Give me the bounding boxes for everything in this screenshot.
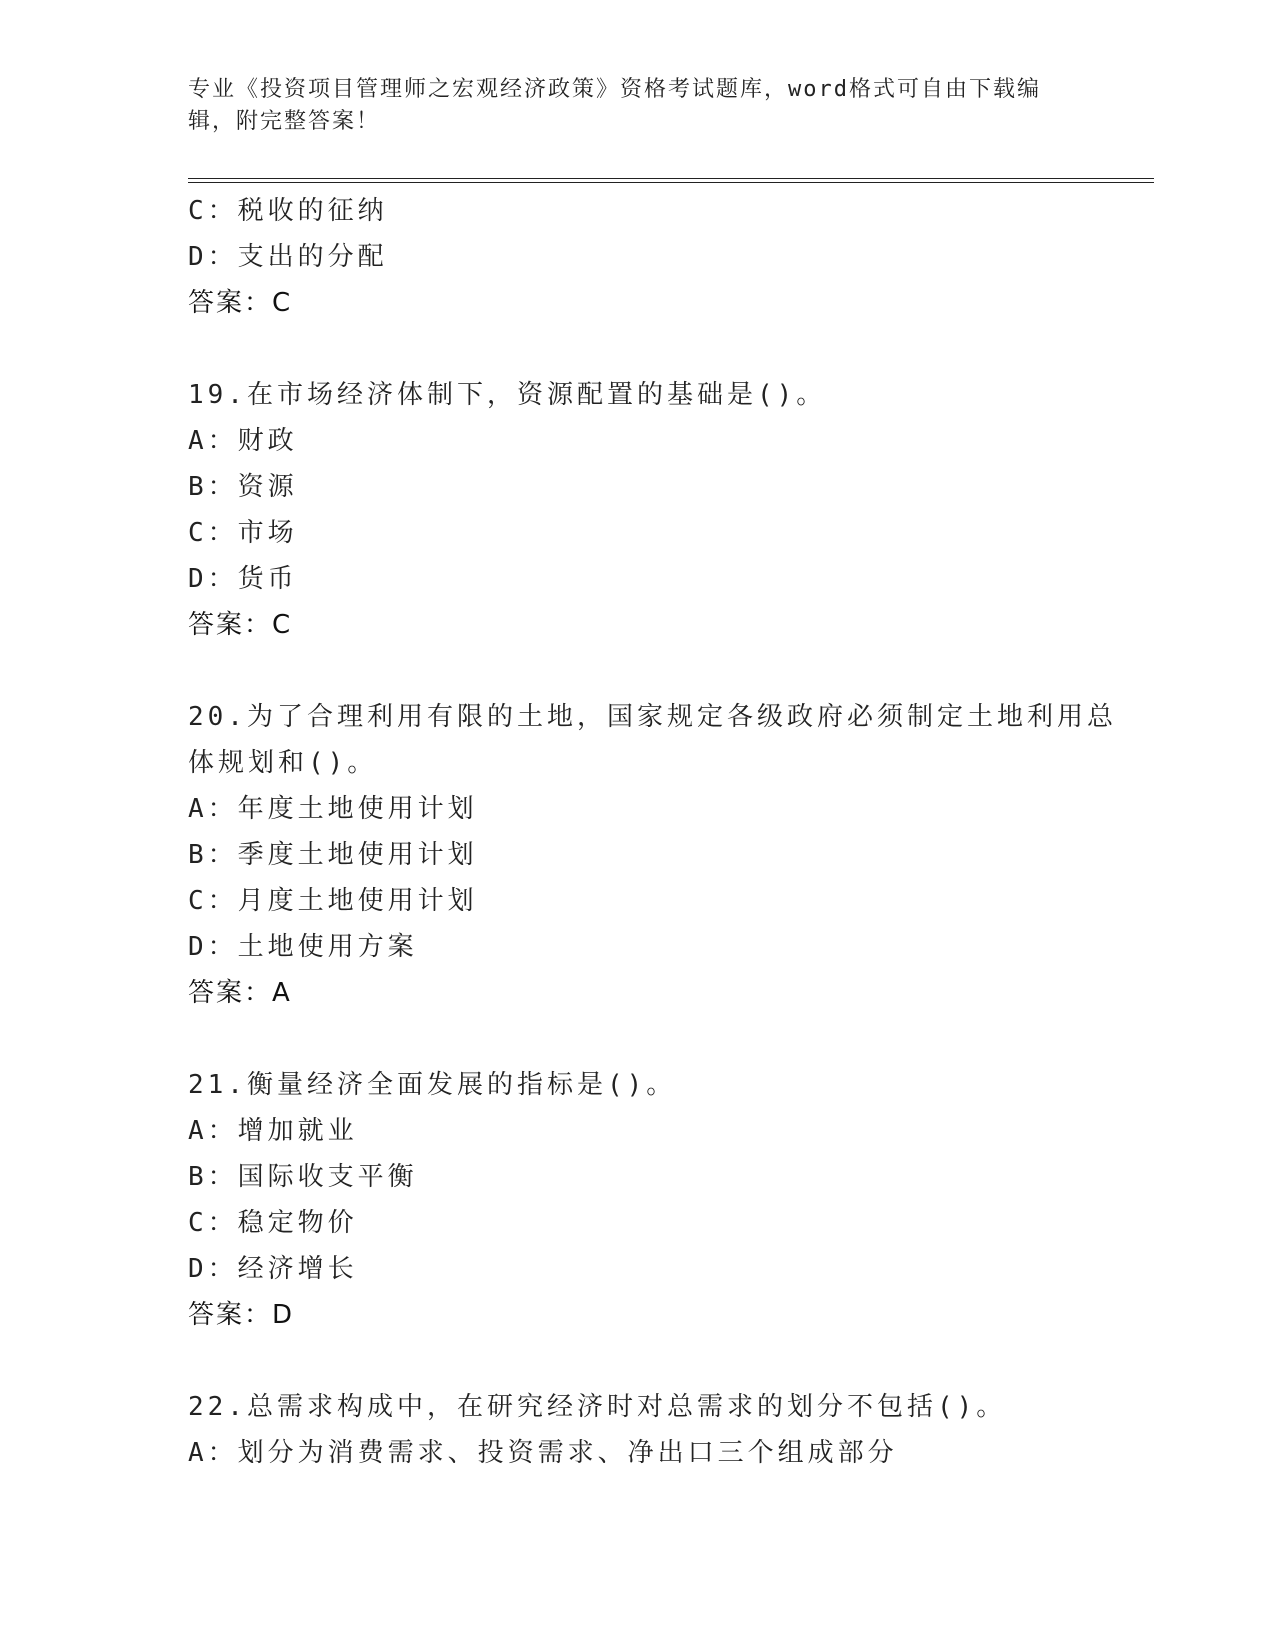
document-header <box>188 74 1068 138</box>
option-c: C：稳定物价 <box>188 1208 358 1238</box>
previous-question-tail <box>188 188 1088 326</box>
header-divider-top <box>188 178 1154 179</box>
question-list <box>188 188 1117 1476</box>
answer-line: 答案：D <box>188 1300 295 1330</box>
spacer <box>188 326 1088 372</box>
option-c: C：月度土地使用计划 <box>188 886 478 916</box>
option-d: D：支出的分配 <box>188 242 388 272</box>
option-b: B：国际收支平衡 <box>188 1162 418 1192</box>
question-stem: 21.衡量经济全面发展的指标是()。 <box>188 1070 677 1100</box>
option-d: D：经济增长 <box>188 1254 358 1284</box>
question-20 <box>188 694 1117 1016</box>
header-divider-bottom <box>188 182 1154 183</box>
question-21 <box>188 1062 1088 1338</box>
option-a: A：增加就业 <box>188 1116 358 1146</box>
question-stem: 19.在市场经济体制下，资源配置的基础是()。 <box>188 380 827 410</box>
answer-line: 答案：C <box>188 610 293 640</box>
option-a: A：划分为消费需求、投资需求、净出口三个组成部分 <box>188 1438 898 1468</box>
option-a: A：财政 <box>188 426 298 456</box>
question-19 <box>188 372 1088 648</box>
spacer <box>188 1338 1088 1384</box>
option-a: A：年度土地使用计划 <box>188 794 478 824</box>
spacer <box>188 648 1088 694</box>
question-stem-line-2: 体规划和()。 <box>188 748 378 778</box>
question-stem: 22.总需求构成中，在研究经济时对总需求的划分不包括()。 <box>188 1392 1007 1422</box>
option-c: C：市场 <box>188 518 298 548</box>
option-b: B：资源 <box>188 472 298 502</box>
answer-line: 答案：A <box>188 978 292 1008</box>
header-line-2: 辑，附完整答案！ <box>188 109 381 134</box>
question-22 <box>188 1384 1088 1476</box>
option-c: C：税收的征纳 <box>188 196 388 226</box>
option-d: D：土地使用方案 <box>188 932 418 962</box>
question-stem-line-1: 20.为了合理利用有限的土地，国家规定各级政府必须制定土地利用总 <box>188 702 1117 732</box>
option-d: D：货币 <box>188 564 298 594</box>
answer-line: 答案：C <box>188 288 293 318</box>
spacer <box>188 1016 1088 1062</box>
header-line-1: 专业《投资项目管理师之宏观经济政策》资格考试题库，word格式可自由下载编 <box>188 77 1041 102</box>
option-b: B：季度土地使用计划 <box>188 840 478 870</box>
